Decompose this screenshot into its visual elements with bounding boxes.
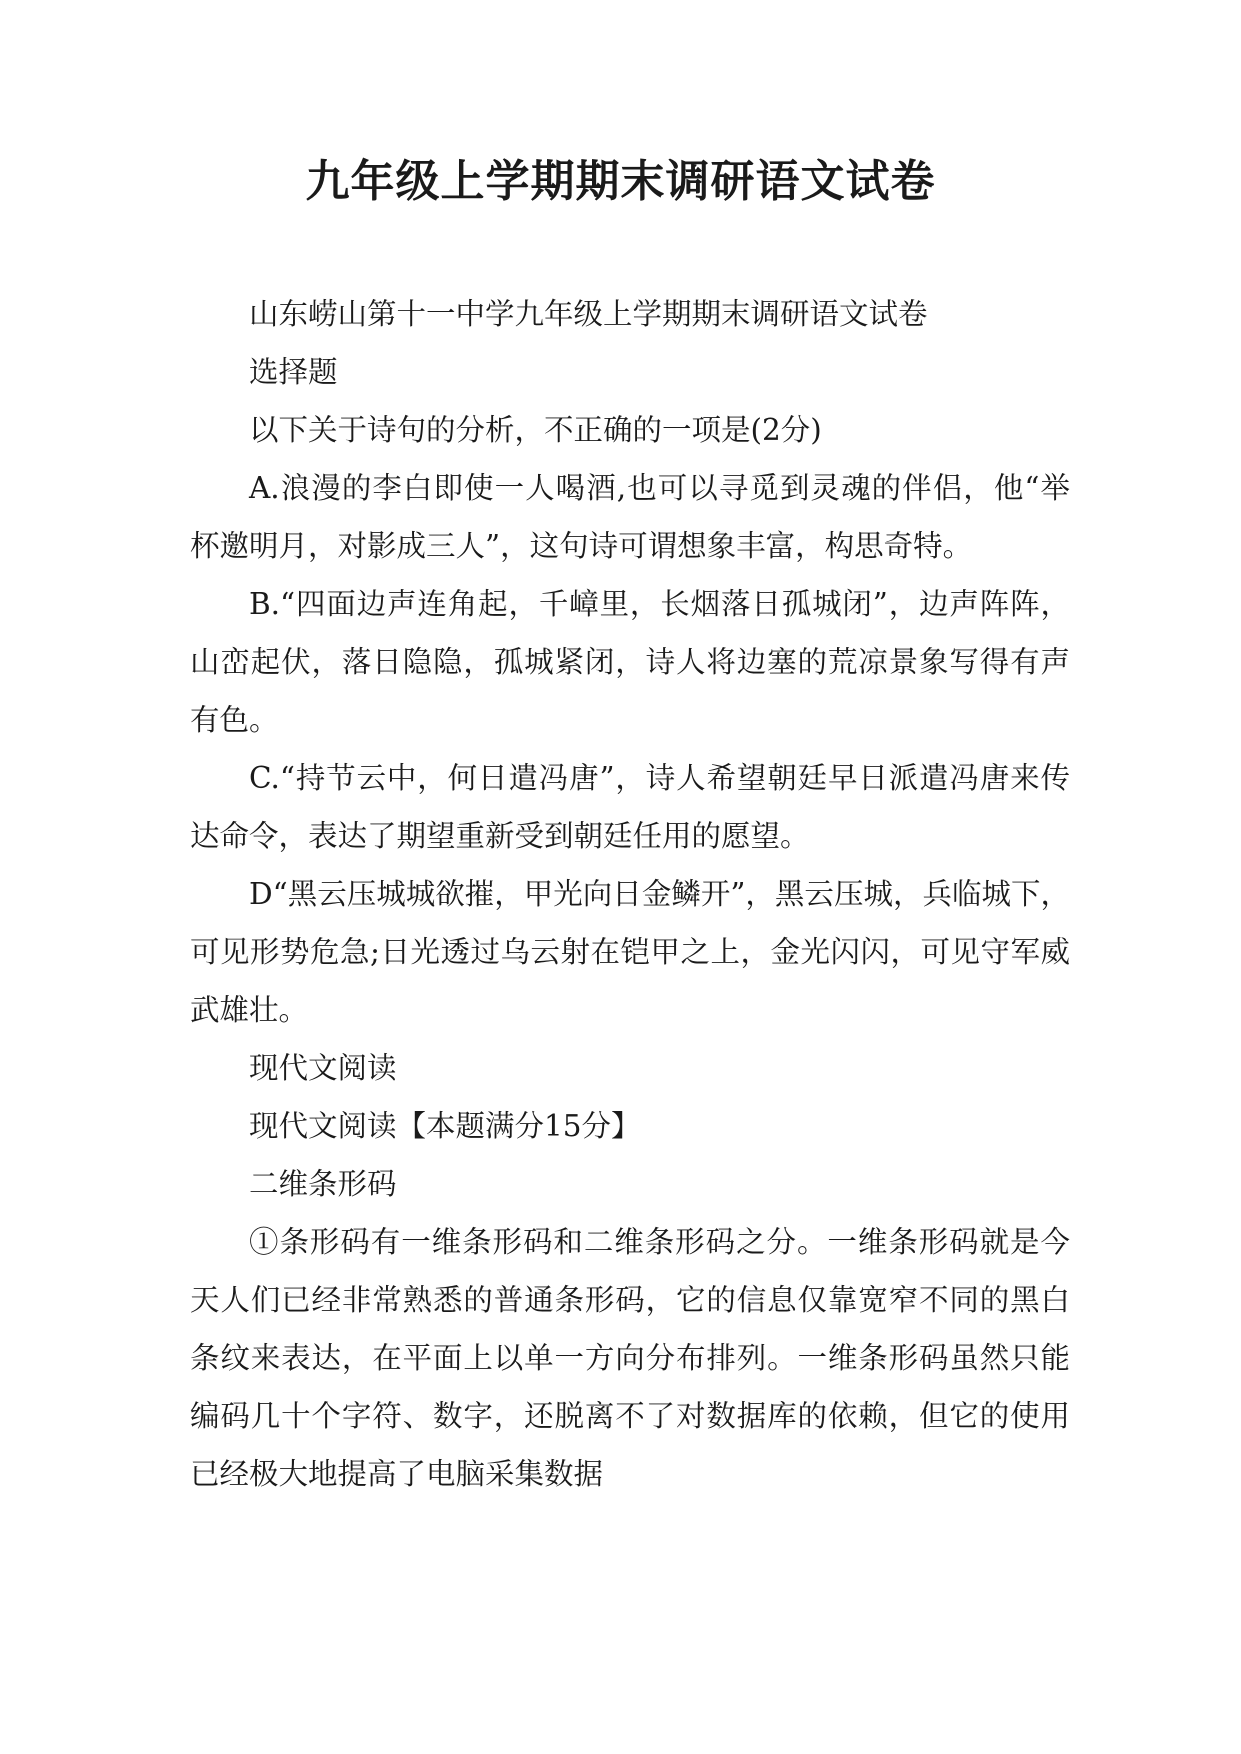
paragraph-option-c: C.“持节云中，何日遣冯唐”，诗人希望朝廷早日派遣冯唐来传达命令，表达了期望重新受到朝廷任用的愿望。 [190, 761, 1070, 853]
paragraph-option-a: A.浪漫的李白即使一人喝酒,也可以寻觅到灵魂的伴侣，他“举杯邀明月，对影成三人”，这句诗可谓想象丰富，构思奇特。 [190, 471, 1070, 563]
paragraph-section-reading: 现代文阅读 [249, 1051, 397, 1085]
document-title: 九年级上学期期末调研语文试卷 [305, 156, 936, 207]
document-body [190, 285, 1070, 1503]
paragraph-section-choice: 选择题 [249, 355, 338, 389]
paragraph-option-d: D“黑云压城城欲摧，甲光向日金鳞开”，黑云压城，兵临城下，可见形势危急;日光透过乌云射在铠甲之上，金光闪闪，可见守军威武雄壮。 [190, 877, 1070, 1027]
paragraph-reading-score: 现代文阅读【本题满分15分】 [249, 1109, 641, 1143]
paragraph-option-b: B.“四面边声连角起，千嶂里，长烟落日孤城闭”，边声阵阵，山峦起伏，落日隐隐，孤城紧闭，诗人将边塞的荒凉景象写得有声有色。 [190, 587, 1070, 737]
paragraph-school-title: 山东崂山第十一中学九年级上学期期末调研语文试卷 [249, 297, 928, 331]
paragraph-article-title: 二维条形码 [249, 1167, 397, 1201]
paragraph-question: 以下关于诗句的分析，不正确的一项是(2分) [249, 413, 822, 447]
paragraph-article-body: ①条形码有一维条形码和二维条形码之分。一维条形码就是今天人们已经非常熟悉的普通条形码，它的信息仅靠宽窄不同的黑白条纹来表达，在平面上以单一方向分布排列。一维条形码虽然只能编码几十个字符、数字，还脱离不了对数据库的依赖，但它的使用已经极大地提高了电脑采集数据 [190, 1225, 1070, 1491]
